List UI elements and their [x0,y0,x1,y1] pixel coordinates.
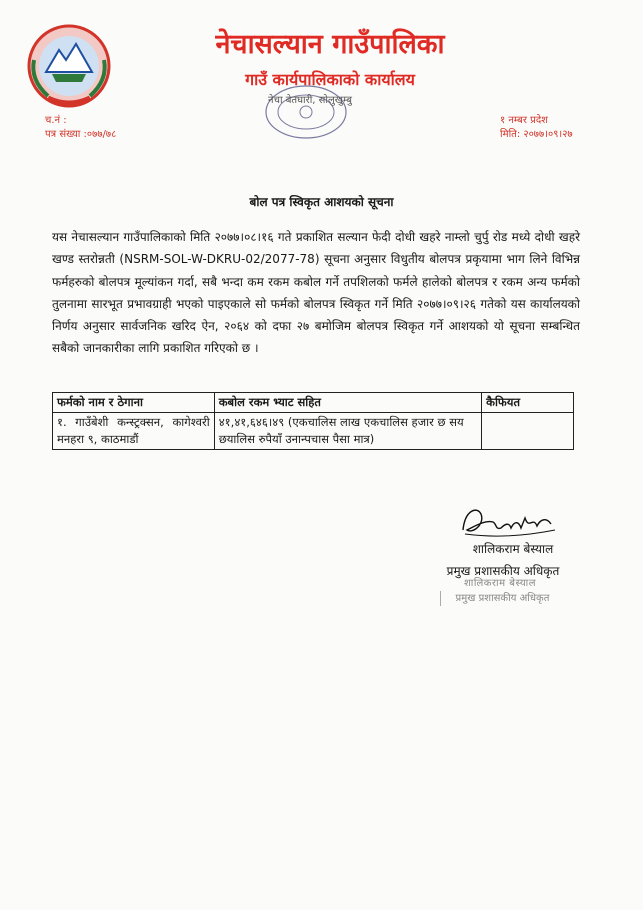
office-seal-icon [262,82,350,142]
column-header: कबोल रकम भ्याट सहित [214,393,481,413]
table-header-row [53,393,574,413]
firm-cell: १. गाउँबेशी कन्स्ट्रक्सन, कागेश्वरी मनहरा ९, काठमाडौं [53,413,215,450]
bid-table [52,392,574,450]
stamp-name: शालिकराम बेस्याल [463,578,537,589]
table-row [53,413,574,450]
signatory-title: प्रमुख प्रशासकीय अधिकृत [446,564,560,578]
letter-date: मिति: २०७७।०९।२७ [500,129,573,140]
notice-heading: बोल पत्र स्विकृत आशयको सूचना [249,195,394,209]
remarks-cell [482,413,574,450]
reference-number: च.नं : [45,115,67,126]
amount-cell: ४१,४१,६४६।४९ (एकचालिस लाख एकचालिस हजार छ सय छयालिस रुपैयाँ उनान्पचास पैसा मात्र) [214,413,481,450]
handwritten-signature [455,500,565,542]
stamp-title: प्रमुख प्रशासकीय अधिकृत [440,591,560,606]
nepal-emblem-icon [24,20,114,110]
province-label: १ नम्बर प्रदेश [500,115,548,126]
letter-number: पत्र संख्या :०७७/७८ [45,129,117,140]
signatory-name: शालिकराम बेस्याल [472,542,554,556]
office-address: नेचा बेतघारी, सोलुखुम्बु [268,95,352,106]
signatory-stamp [440,576,560,614]
office-subtitle: गाउँ कार्यपालिकाको कार्यालय [245,70,415,89]
notice-body: यस नेचासल्यान गाउँपालिकाको मिति २०७७।०८।१६ गते प्रकाशित सल्यान फेदी दोधी खहरे नाम्लो चुर्पु रोड मध्ये दोधी खहरे खण्ड स्तरोन्नती (NSRM-SOL-W-DKRU-02/2077-78) सूचना अनुसार विधुतीय बोलपत्र प्रकृयामा भाग लिने विभिन्न फर्महरुको बोलपत्र मूल्यांकन गर्दा, सबै भन्दा कम रकम कबोल गर्ने तपशिलको फर्मले हालेको बोलपत्र र रकम अन्य फर्मको तुलनामा सारभूत प्रभावग्राही भएको पाइएकाले सो फर्मको बोलपत्र स्विकृत गर्ने मिति २०७७।०९।२६ गतेको यस कार्यालयको निर्णय अनुसार सार्वजनिक खरिद ऐन, २०६४ को दफा २७ बमोजिम बोलपत्र स्विकृत गर्ने आशयको यो सूचना सम्बन्धित सबैको जानकारीका लागि प्रकाशित गरिएको छ । [52,230,580,356]
column-header: फर्मको नाम र ठेगाना [53,393,215,413]
office-title: नेचासल्यान गाउँपालिका [215,29,445,60]
column-header: कैफियत [482,393,574,413]
